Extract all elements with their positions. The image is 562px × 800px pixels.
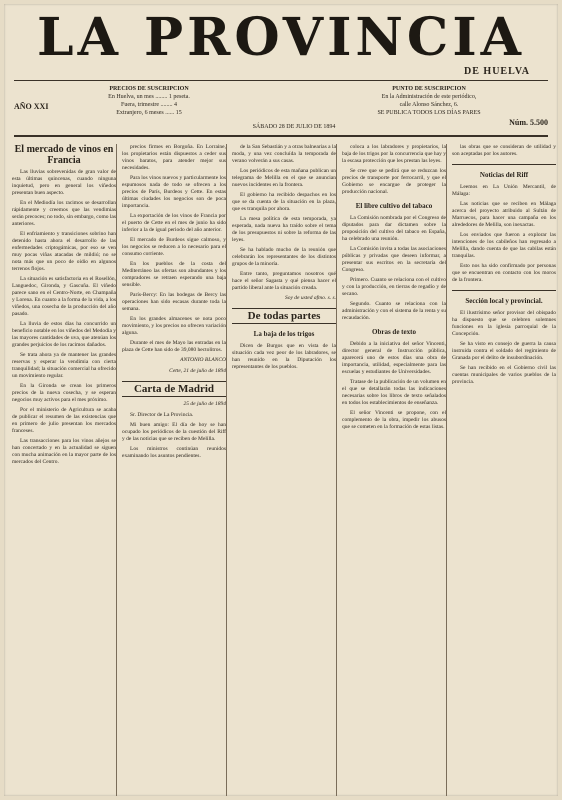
masthead-title: LA PROVINCIA — [37, 7, 525, 68]
article-paragraph: Los ministros continúan reunidos examinando los asuntos pendientes. — [122, 446, 226, 459]
article-paragraph: Para los vinos nuevos y particularmente los espumosos nada de todo se ofrecen a los precios de París, Burdeos y Cette. En estas últimas ciudades los negocios son de poca importancia. — [122, 175, 226, 209]
article-paragraph: coloca a los labradores y propietarios, la baja de los trigos por la concurrencia que hay y la escasa protección que les prestan las leyes. — [342, 144, 447, 164]
article-paragraph: La Comisión nombrada por el Congreso de diputados para dar dictamen sobre la proposición del cultivo del tabaco en España, ha celebrado una reunión. — [342, 215, 446, 242]
column-2 — [122, 144, 227, 796]
article-paragraph: Durante el mes de Mayo las entradas en la plaza de Cette han sido de 39,080 hectolitros. — [122, 340, 226, 353]
article-paragraph: Se ha visto en consejo de guerra la causa instruida contra el soldado del regimiento de Granada por el delito de insubordinación. — [452, 341, 556, 361]
column-4 — [342, 144, 447, 796]
article-paragraph: El señor Vincenti se propone, con el complemento de la obra, impedir los abusos que se cometen en la formación de estas listas. — [342, 410, 446, 430]
section-subtitle: Sección local y provincial. — [465, 297, 543, 305]
article-paragraph: Entre tanto, preguntamos nosotros qué hace el señor Sagasta y qué piensa hacer el partido liberal ante la situación creada. — [232, 271, 336, 291]
section-title: Carta de Madrid — [122, 381, 226, 397]
subscription-prices — [74, 85, 224, 117]
letter-date: 25 de julio de 1894 — [183, 401, 226, 407]
article-paragraph: Se cree que se pedirá que se reduzcan los precios de transporte por ferrocarril, y que el Gobierno se encargue de proteger la producción nacional. — [342, 168, 446, 195]
article-paragraph: Segundo. Cuanto se relaciona con la administración y con el sistema de la renta y su recaudación. — [342, 301, 447, 321]
article-paragraph: La exportación de los vinos de Francia por el puerto de Cette en el mes de junio ha sido inferior a la de igual periodo del año anterior. — [122, 213, 226, 233]
article-paragraph: El ilustrísimo señor provisor del obispado ha dispuesto que se celebren solemnes funciones en la iglesia parroquial de la Concepción. — [452, 310, 556, 337]
column-5 — [452, 144, 556, 796]
letter-greeting: Sr. Director de La Provincia. — [130, 412, 194, 418]
article-paragraph: Los enviados que fueron a explorar las intenciones de los cabileños han regresado a Melilla, dando cuenta de que las cabilas están tranquilas. — [452, 232, 556, 259]
divider — [452, 164, 556, 165]
article-paragraph: Tratase de la publicación de un volumen en el que se detallarán todas las indicaciones necesarias sobre los libros de texto señalados en todos los establecimientos de enseñanza. — [342, 379, 446, 406]
punto-title: PUNTO DE SUSCRIPCION — [392, 86, 466, 92]
signature-place: Cette, 21 de julio de 1894 — [169, 368, 226, 374]
masthead-subtitle: DE HUELVA — [464, 66, 530, 77]
article-paragraph: En los pueblos de la costa del Mediterráneo las ofertas son abundantes y los compradores se retraen esperando una baja sensible. — [122, 261, 226, 288]
article-paragraph: Dicen de Burgos que en vista de la situación cada vez peor de los labradores, se han reunido en la Diputación los representantes de los pueblos. — [232, 343, 336, 370]
article-paragraph: La situación es satisfactoria en el Rosellón, Languedoc, Gironda, y Gascuña. El viñedo parece sano en el Centro-Norte, en Champaña y Lorena. En cuanto a la forma de la vida, a los viñedos, una cosecha de la producción del año pasado. — [12, 276, 117, 317]
article-paragraph: Primero. Cuanto se relaciona con el cultivo y con la producción, en tierras de regadío y de secano. — [342, 277, 446, 297]
subscription-line: En Huelva, un mes ........ 1 peseta. — [108, 94, 190, 100]
section-subtitle: Obras de texto — [372, 328, 416, 336]
subscription-title: PRECIOS DE SUSCRIPCION — [109, 86, 189, 92]
article-paragraph: de la San Sebastián y a otras balnearias a la moda, y una vez concluída la temporada de verano volverán a sus casas. — [232, 144, 336, 164]
article-paragraph: En la Gironda se crean los primeros precios de la nueva cosecha, y se esperan negocios muy activos para el mes próximo. — [12, 383, 116, 403]
subscription-point — [359, 85, 499, 117]
article-paragraph: El gobierno ha recibido despachos en los que se da cuenta de la situación en la plaza, que es tranquila por ahora. — [232, 192, 336, 212]
punto-line: SE PUBLICA TODOS LOS DÍAS PARES — [377, 110, 481, 116]
article-paragraph: La lluvia de estos días ha concurrido un beneficio notable en los viñedos del Medodia y las mayores cantidades de uva, que atenúan los grandes perjuicios de los racimos dañados. — [12, 321, 117, 348]
article-paragraph: Las transacciones para los vinos añejos se han concertado y en la actualidad se siguen con mucha animación en la mayor parte de los mercados del Centro. — [12, 438, 116, 465]
article-paragraph: Las noticias que se reciben en Málaga acerca del proyecto atribuido al Sultán de Marruecos, para hacer una campaña en los alrededores de Melilla, son inexactas. — [452, 201, 556, 228]
article-paragraph: precios firmes en Borgoña. En Lorraine, los propietarios están dispuestos a ceder sus vinos baratos, para atender mejor sus necesidades. — [122, 144, 226, 171]
article-paragraph: El mercado de Burdeos sigue calmoso, y los negocios se reducen a lo necesario para el consumo corriente. — [122, 237, 226, 257]
article-paragraph: Se han recibido en el Gobierno civil las cuentas municipales de varios pueblos de la provincia. — [452, 365, 556, 385]
article-paragraph: Se trata ahora ya de mantener las grandes reservas y esperar la vendimia con cierta tranquilidad; la situación comercial ha ofrecido un movimiento regular. — [12, 352, 117, 379]
punto-line: calle Alonso Sánchez, 6. — [399, 102, 459, 108]
article-paragraph: Esto nos ha sido confirmado por personas que se encuentran en contacto con los moros de la frontera. — [452, 263, 556, 283]
article-paragraph: Se ha hablado mucho de la reunión que celebrarán los representantes de los distintos grupos de la minoría. — [232, 247, 336, 267]
article-title: El mercado de vinos en Francia — [14, 144, 114, 166]
article-paragraph: La Comisión invita a todas las asociaciones públicas y privadas que deseen informar, a presentar sus escritos en la secretaría del Congreso. — [342, 246, 446, 273]
year-label: AÑO XXI — [14, 102, 49, 111]
divider — [452, 290, 556, 291]
newspaper-page — [4, 4, 558, 796]
article-paragraph: Los periódicos de esta mañana publican un telegrama de Melilla en el que se anuncian nuevos incidentes en la frontera. — [232, 168, 336, 188]
issue-date: SÁBADO 28 DE JULIO DE 1894 — [252, 124, 336, 130]
article-paragraph: Por el ministerio de Agricultura se acaba de publicar el resumen de las existencias que en primero de julio presentan los mercados franceses. — [12, 407, 116, 434]
article-paragraph: las obras que se consideran de utilidad y son aceptadas por los autores. — [452, 144, 556, 157]
article-paragraph: Leemos en La Unión Mercantil, de Málaga: — [452, 184, 556, 197]
subscription-line: Extranjero, 6 meses ...... 15 — [116, 110, 182, 116]
section-title: De todas partes — [232, 308, 336, 324]
punto-line: En la Administración de este periódico, — [381, 94, 477, 100]
article-paragraph: Las lluvias sobrevenidas de gran valor de esta últimas quincenas, cuando ninguna inquietud, pero en general los viñedos presentan buen aspecto. — [12, 169, 116, 196]
article-paragraph: París-Bercy: En las bodegas de Bercy las operaciones han sido escasas durante toda la semana. — [122, 292, 226, 312]
section-subtitle: Noticias del Riff — [479, 171, 529, 179]
info-bar — [14, 80, 548, 137]
article-paragraph: En los grandes almacenes se nota poco movimiento, y los precios no ofrecen variación alguna. — [122, 316, 226, 336]
article-paragraph: Debido a la iniciativa del señor Vincenti, director general de Instrucción pública, aparecerá uno de estos días una obra de importancia, utilidad, especialmente para las escuelas y estudiantes de Universidades. — [342, 341, 446, 375]
issue-number: Núm. 5.500 — [509, 118, 548, 127]
subscription-line: Fuera, trimestre ........ 4 — [121, 102, 177, 108]
section-subtitle: El libre cultivo del tabaco — [355, 202, 433, 210]
section-subtitle: La baja de los trigos — [253, 330, 315, 338]
signature: ANTONIO BLANCO — [180, 357, 226, 363]
column-1 — [12, 144, 117, 796]
letter-closing: Soy de usted afmo. s. s. — [284, 295, 336, 301]
article-paragraph: En el Mediodía los racimos se desarrollan rápidamente y creemos que las vendimias serán precoces; no todo, sin embargo, como las anteriores. — [12, 200, 116, 227]
article-paragraph: Mi buen amigo: El día de hoy se han ocupado los periódicos de la cuestión del Riff y de las noticias que se reciben de Melilla. — [122, 422, 226, 442]
article-paragraph: El enfriamiento y transiciones sobrino han detenido hasta ahora el desarrollo de las enfermedades criptogámicas, por eso se ven muy pocas viñas atacadas de mildiú; no se nota más que un poco de oidio en algunos terrenos flojos. — [12, 231, 116, 272]
article-paragraph: La mesa política de esta temporada, ya esperada, nada nueva ha traído sobre el tema de los presupuestos ni sobre la reforma de las leyes. — [232, 216, 336, 243]
column-3 — [232, 144, 337, 796]
